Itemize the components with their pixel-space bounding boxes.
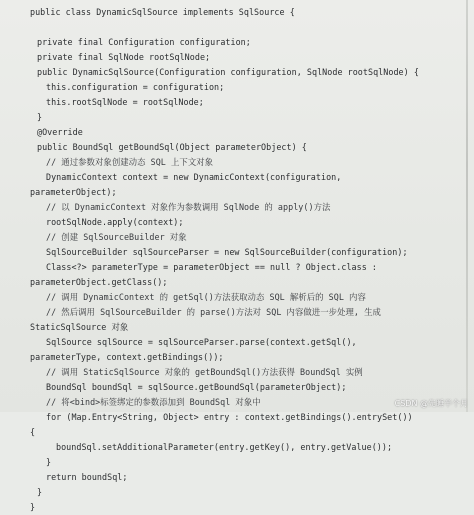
code-line: public class DynamicSqlSource implements SqlSource { — [30, 7, 295, 17]
code-line: StaticSqlSource 对象 — [30, 322, 129, 332]
code-line: public DynamicSqlSource(Configuration configuration, SqlNode rootSqlNode) { — [37, 67, 419, 77]
code-line: parameterType, context.getBindings()); — [30, 352, 224, 362]
code-line: parameterObject.getClass(); — [30, 277, 168, 287]
code-line: @Override — [37, 127, 83, 137]
code-line: Class<?> parameterType = parameterObject == null ? Object.class : — [46, 262, 377, 272]
code-line: public BoundSql getBoundSql(Object parameterObject) { — [37, 142, 307, 152]
code-line: } — [46, 457, 52, 467]
code-comment-line: // 调用 DynamicContext 的 getSql()方法获取动态 SQL 解析后的 SQL 内容 — [46, 292, 366, 302]
code-line: { — [30, 427, 36, 437]
code-line: rootSqlNode.apply(context); — [46, 217, 184, 227]
code-line: } — [37, 112, 43, 122]
code-line: SqlSourceBuilder sqlSourceParser = new SqlSourceBuilder(configuration); — [46, 247, 408, 257]
code-line: parameterObject); — [30, 187, 117, 197]
code-listing — [0, 5, 474, 515]
code-line: private final Configuration configuration; — [37, 37, 251, 47]
code-comment-line: // 通过参数对象创建动态 SQL 上下文对象 — [46, 157, 214, 167]
code-line: BoundSql boundSql = sqlSource.getBoundSql(parameterObject); — [46, 382, 347, 392]
code-line: private final SqlNode rootSqlNode; — [37, 52, 211, 62]
code-line: } — [37, 487, 43, 497]
watermark: CSDN @先睡半个月 — [394, 399, 468, 408]
code-line: for (Map.Entry<String, Object> entry : context.getBindings().entrySet()) — [46, 412, 413, 422]
code-line: boundSql.setAdditionalParameter(entry.getKey(), entry.getValue()); — [56, 442, 393, 452]
code-line: DynamicContext context = new DynamicContext(configuration, — [46, 172, 342, 182]
code-line: } — [30, 502, 36, 512]
page-edge-shadow — [466, 0, 468, 412]
code-comment-line: // 创建 SqlSourceBuilder 对象 — [46, 232, 187, 242]
code-line: SqlSource sqlSource = sqlSourceParser.parse(context.getSql(), — [46, 337, 357, 347]
code-line: return boundSql; — [46, 472, 128, 482]
code-line — [0, 20, 474, 35]
code-comment-line: // 然后调用 SqlSourceBuilder 的 parse()方法对 SQL 内容做进一步处理, 生成 — [46, 307, 381, 317]
code-comment-line: // 以 DynamicContext 对象作为参数调用 SqlNode 的 apply()方法 — [46, 202, 331, 212]
code-comment-line: // 调用 StaticSqlSource 对象的 getBoundSql()方法获得 BoundSql 实例 — [46, 367, 363, 377]
code-line: this.configuration = configuration; — [46, 82, 225, 92]
code-line: this.rootSqlNode = rootSqlNode; — [46, 97, 204, 107]
code-comment-line: // 将<bind>标签绑定的参数添加到 BoundSql 对象中 — [46, 397, 261, 407]
